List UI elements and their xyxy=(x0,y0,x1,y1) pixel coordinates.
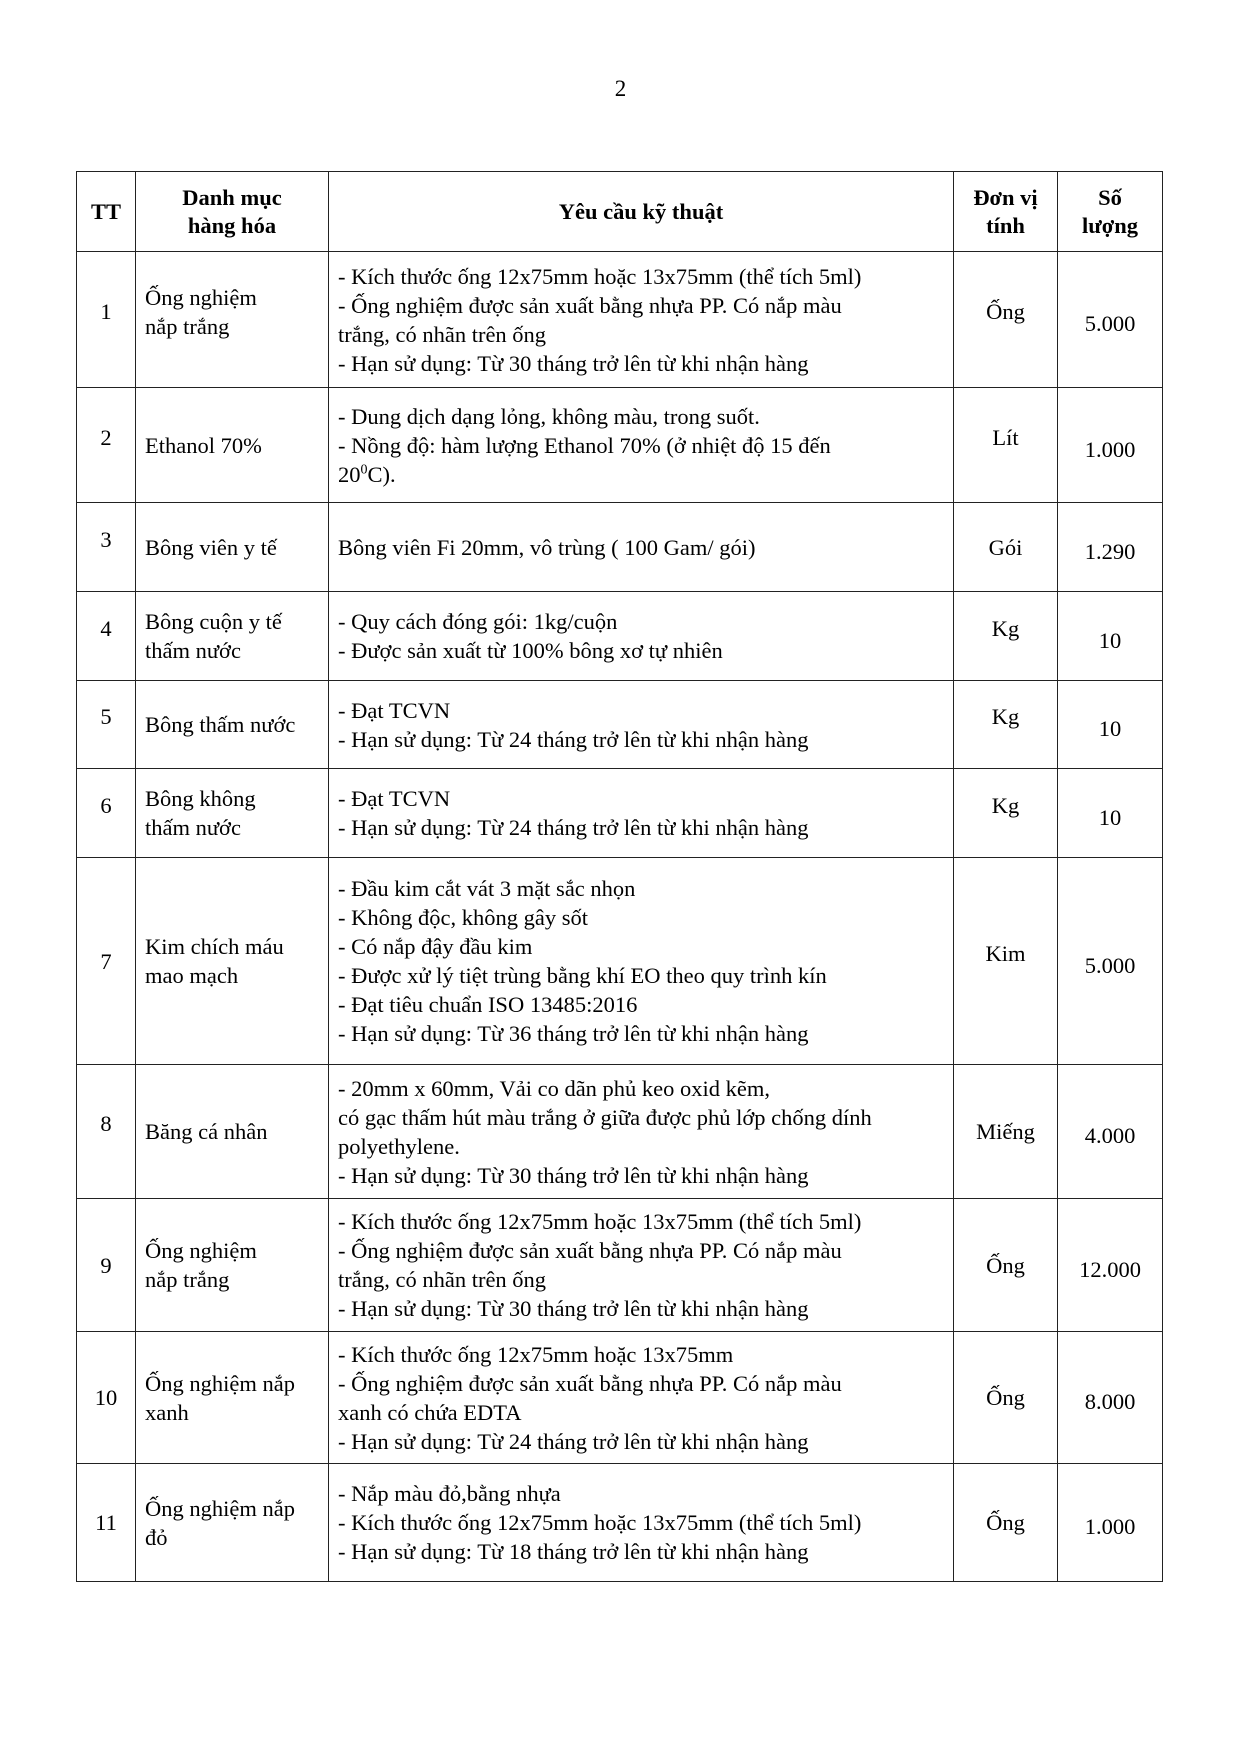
row-unit: Gói xyxy=(954,503,1058,592)
row-spec: - Đầu kim cắt vát 3 mặt sắc nhọn - Không độc, không gây sốt - Có nắp đậy đầu kim - Được xử lý tiệt trùng bằng khí EO theo quy trình kín - Đạt tiêu chuẩn ISO 13485:2016 - Hạn sử dụng: Từ 36 tháng trở lên từ khi nhận hàng xyxy=(329,858,954,1065)
row-qty: 10 xyxy=(1058,592,1163,681)
row-qty: 10 xyxy=(1058,681,1163,769)
row-tt: 8 xyxy=(77,1065,136,1199)
row-name: Bông thấm nước xyxy=(136,681,329,769)
table-row xyxy=(77,1464,1163,1582)
row-spec: - Đạt TCVN - Hạn sử dụng: Từ 24 tháng trở lên từ khi nhận hàng xyxy=(329,681,954,769)
row-name: Băng cá nhân xyxy=(136,1065,329,1199)
table-row xyxy=(77,1332,1163,1464)
table-row xyxy=(77,388,1163,503)
row-tt: 6 xyxy=(77,769,136,858)
row-unit: Lít xyxy=(954,388,1058,503)
row-name: Ống nghiệm nắp trắng xyxy=(136,252,329,388)
header-unit-line: tính xyxy=(986,212,1025,238)
row-tt: 7 xyxy=(77,858,136,1065)
row-spec: - Nắp màu đỏ,bằng nhựa - Kích thước ống 12x75mm hoặc 13x75mm (thể tích 5ml) - Hạn sử dụng: Từ 18 tháng trở lên từ khi nhận hàng xyxy=(329,1464,954,1582)
header-spec: Yêu cầu kỹ thuật xyxy=(329,172,954,252)
table-row xyxy=(77,1065,1163,1199)
row-unit: Kim xyxy=(954,858,1058,1065)
row-spec: - Quy cách đóng gói: 1kg/cuộn - Được sản xuất từ 100% bông xơ tự nhiên xyxy=(329,592,954,681)
row-spec: - Kích thước ống 12x75mm hoặc 13x75mm - Ống nghiệm được sản xuất bằng nhựa PP. Có nắp màu xanh có chứa EDTA - Hạn sử dụng: Từ 24 tháng trở lên từ khi nhận hàng xyxy=(329,1332,954,1464)
header-qty xyxy=(1058,172,1163,252)
row-name: Ống nghiệm nắp xanh xyxy=(136,1332,329,1464)
row-spec: - Kích thước ống 12x75mm hoặc 13x75mm (thể tích 5ml) - Ống nghiệm được sản xuất bằng nhựa PP. Có nắp màu trắng, có nhãn trên ống - Hạn sử dụng: Từ 30 tháng trở lên từ khi nhận hàng xyxy=(329,252,954,388)
row-qty: 1.290 xyxy=(1058,503,1163,592)
header-category-line: Danh mục xyxy=(182,184,282,210)
page-number: 2 xyxy=(614,76,627,101)
row-tt: 5 xyxy=(77,681,136,769)
row-unit: Ống xyxy=(954,1199,1058,1332)
row-qty: 5.000 xyxy=(1058,252,1163,388)
row-spec: - Dung dịch dạng lỏng, không màu, trong suốt. - Nồng độ: hàm lượng Ethanol 70% (ở nhiệt độ 15 đến $20^0C$). xyxy=(329,388,954,503)
row-name: Ống nghiệm nắp trắng xyxy=(136,1199,329,1332)
header-category xyxy=(136,172,329,252)
table-header-row xyxy=(77,172,1163,252)
header-category-line: hàng hóa xyxy=(187,212,277,238)
row-tt: 3 xyxy=(77,503,136,592)
table-row xyxy=(77,592,1163,681)
row-unit: Kg xyxy=(954,592,1058,681)
table-row xyxy=(77,769,1163,858)
row-tt: 1 xyxy=(77,252,136,388)
table-row xyxy=(77,252,1163,388)
row-name: Ống nghiệm nắp đỏ xyxy=(136,1464,329,1582)
header-tt: TT xyxy=(77,172,136,252)
row-unit: Ống xyxy=(954,1464,1058,1582)
row-qty: 12.000 xyxy=(1058,1199,1163,1332)
table-row xyxy=(77,503,1163,592)
header-qty-line: lượng xyxy=(1082,212,1138,238)
row-qty: 10 xyxy=(1058,769,1163,858)
row-spec: - Kích thước ống 12x75mm hoặc 13x75mm (thể tích 5ml) - Ống nghiệm được sản xuất bằng nhựa PP. Có nắp màu trắng, có nhãn trên ống - Hạn sử dụng: Từ 30 tháng trở lên từ khi nhận hàng xyxy=(329,1199,954,1332)
row-tt: 4 xyxy=(77,592,136,681)
goods-table xyxy=(76,171,1163,1582)
row-tt: 10 xyxy=(77,1332,136,1464)
row-unit: Kg xyxy=(954,769,1058,858)
row-qty: 1.000 xyxy=(1058,388,1163,503)
row-qty: 5.000 xyxy=(1058,858,1163,1065)
header-qty-line: Số xyxy=(1098,184,1122,210)
header-unit xyxy=(954,172,1058,252)
temperature-line: $20^0C$). xyxy=(338,461,396,487)
row-tt: 2 xyxy=(77,388,136,503)
row-name: Kim chích máu mao mạch xyxy=(136,858,329,1065)
table-row xyxy=(77,681,1163,769)
table-row xyxy=(77,858,1163,1065)
row-unit: Ống xyxy=(954,1332,1058,1464)
header-unit-line: Đơn vị xyxy=(973,184,1038,210)
row-spec: - 20mm x 60mm, Vải co dãn phủ keo oxid kẽm, có gạc thấm hút màu trắng ở giữa được phủ lớp chống dính polyethylene. - Hạn sử dụng: Từ 30 tháng trở lên từ khi nhận hàng xyxy=(329,1065,954,1199)
row-name: Bông cuộn y tế thấm nước xyxy=(136,592,329,681)
row-tt: 9 xyxy=(77,1199,136,1332)
row-unit: Kg xyxy=(954,681,1058,769)
table-row xyxy=(77,1199,1163,1332)
row-spec: Bông viên Fi 20mm, vô trùng ( 100 Gam/ gói) xyxy=(329,503,954,592)
row-name: Bông không thấm nước xyxy=(136,769,329,858)
row-name: Bông viên y tế xyxy=(136,503,329,592)
row-qty: 8.000 xyxy=(1058,1332,1163,1464)
row-qty: 1.000 xyxy=(1058,1464,1163,1582)
row-qty: 4.000 xyxy=(1058,1065,1163,1199)
row-unit: Miếng xyxy=(954,1065,1058,1199)
row-unit: Ống xyxy=(954,252,1058,388)
row-spec: - Đạt TCVN - Hạn sử dụng: Từ 24 tháng trở lên từ khi nhận hàng xyxy=(329,769,954,858)
row-tt: 11 xyxy=(77,1464,136,1582)
row-name: Ethanol 70% xyxy=(136,388,329,503)
